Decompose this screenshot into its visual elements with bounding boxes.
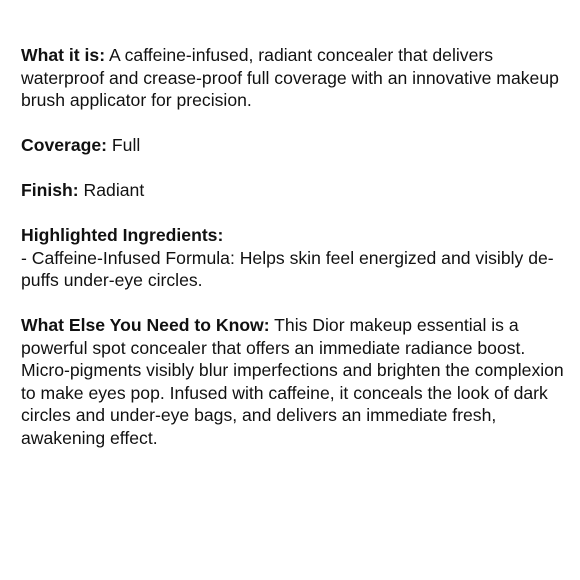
ingredient-item: - Caffeine-Infused Formula: Helps skin feel energized and visibly de-puffs under-eye circles. [21,247,554,290]
finish-section [21,179,569,202]
coverage-section [21,134,569,157]
what-it-is-section [21,44,569,112]
else-to-know-section [21,314,569,449]
else-to-know-text: This Dior makeup essential is a powerful spot concealer that offers an immediate radiance boost. Micro-pigments visibly blur imperfections and brighten the complexion to make eyes pop. Infused with caffeine, it conceals the look of dark circles and under-eye bags, and delivers an immediate fresh, awakening effect. [21,315,564,448]
ingredients-section [21,224,569,292]
finish-label: Finish: [21,180,79,200]
spacer [21,112,569,135]
spacer [21,292,569,315]
coverage-label: Coverage: [21,135,108,155]
finish-value: Radiant [78,180,145,200]
ingredients-label: Highlighted Ingredients: [21,225,224,245]
else-to-know-label: What Else You Need to Know: [21,315,270,335]
spacer [21,157,569,180]
coverage-value: Full [107,135,141,155]
what-it-is-label: What it is: [21,45,106,65]
what-it-is-text: A caffeine-infused, radiant concealer that delivers waterproof and crease-proof full coverage with an innovative makeup brush applicator for precision. [21,45,559,110]
product-description [21,44,569,449]
spacer [21,202,569,225]
